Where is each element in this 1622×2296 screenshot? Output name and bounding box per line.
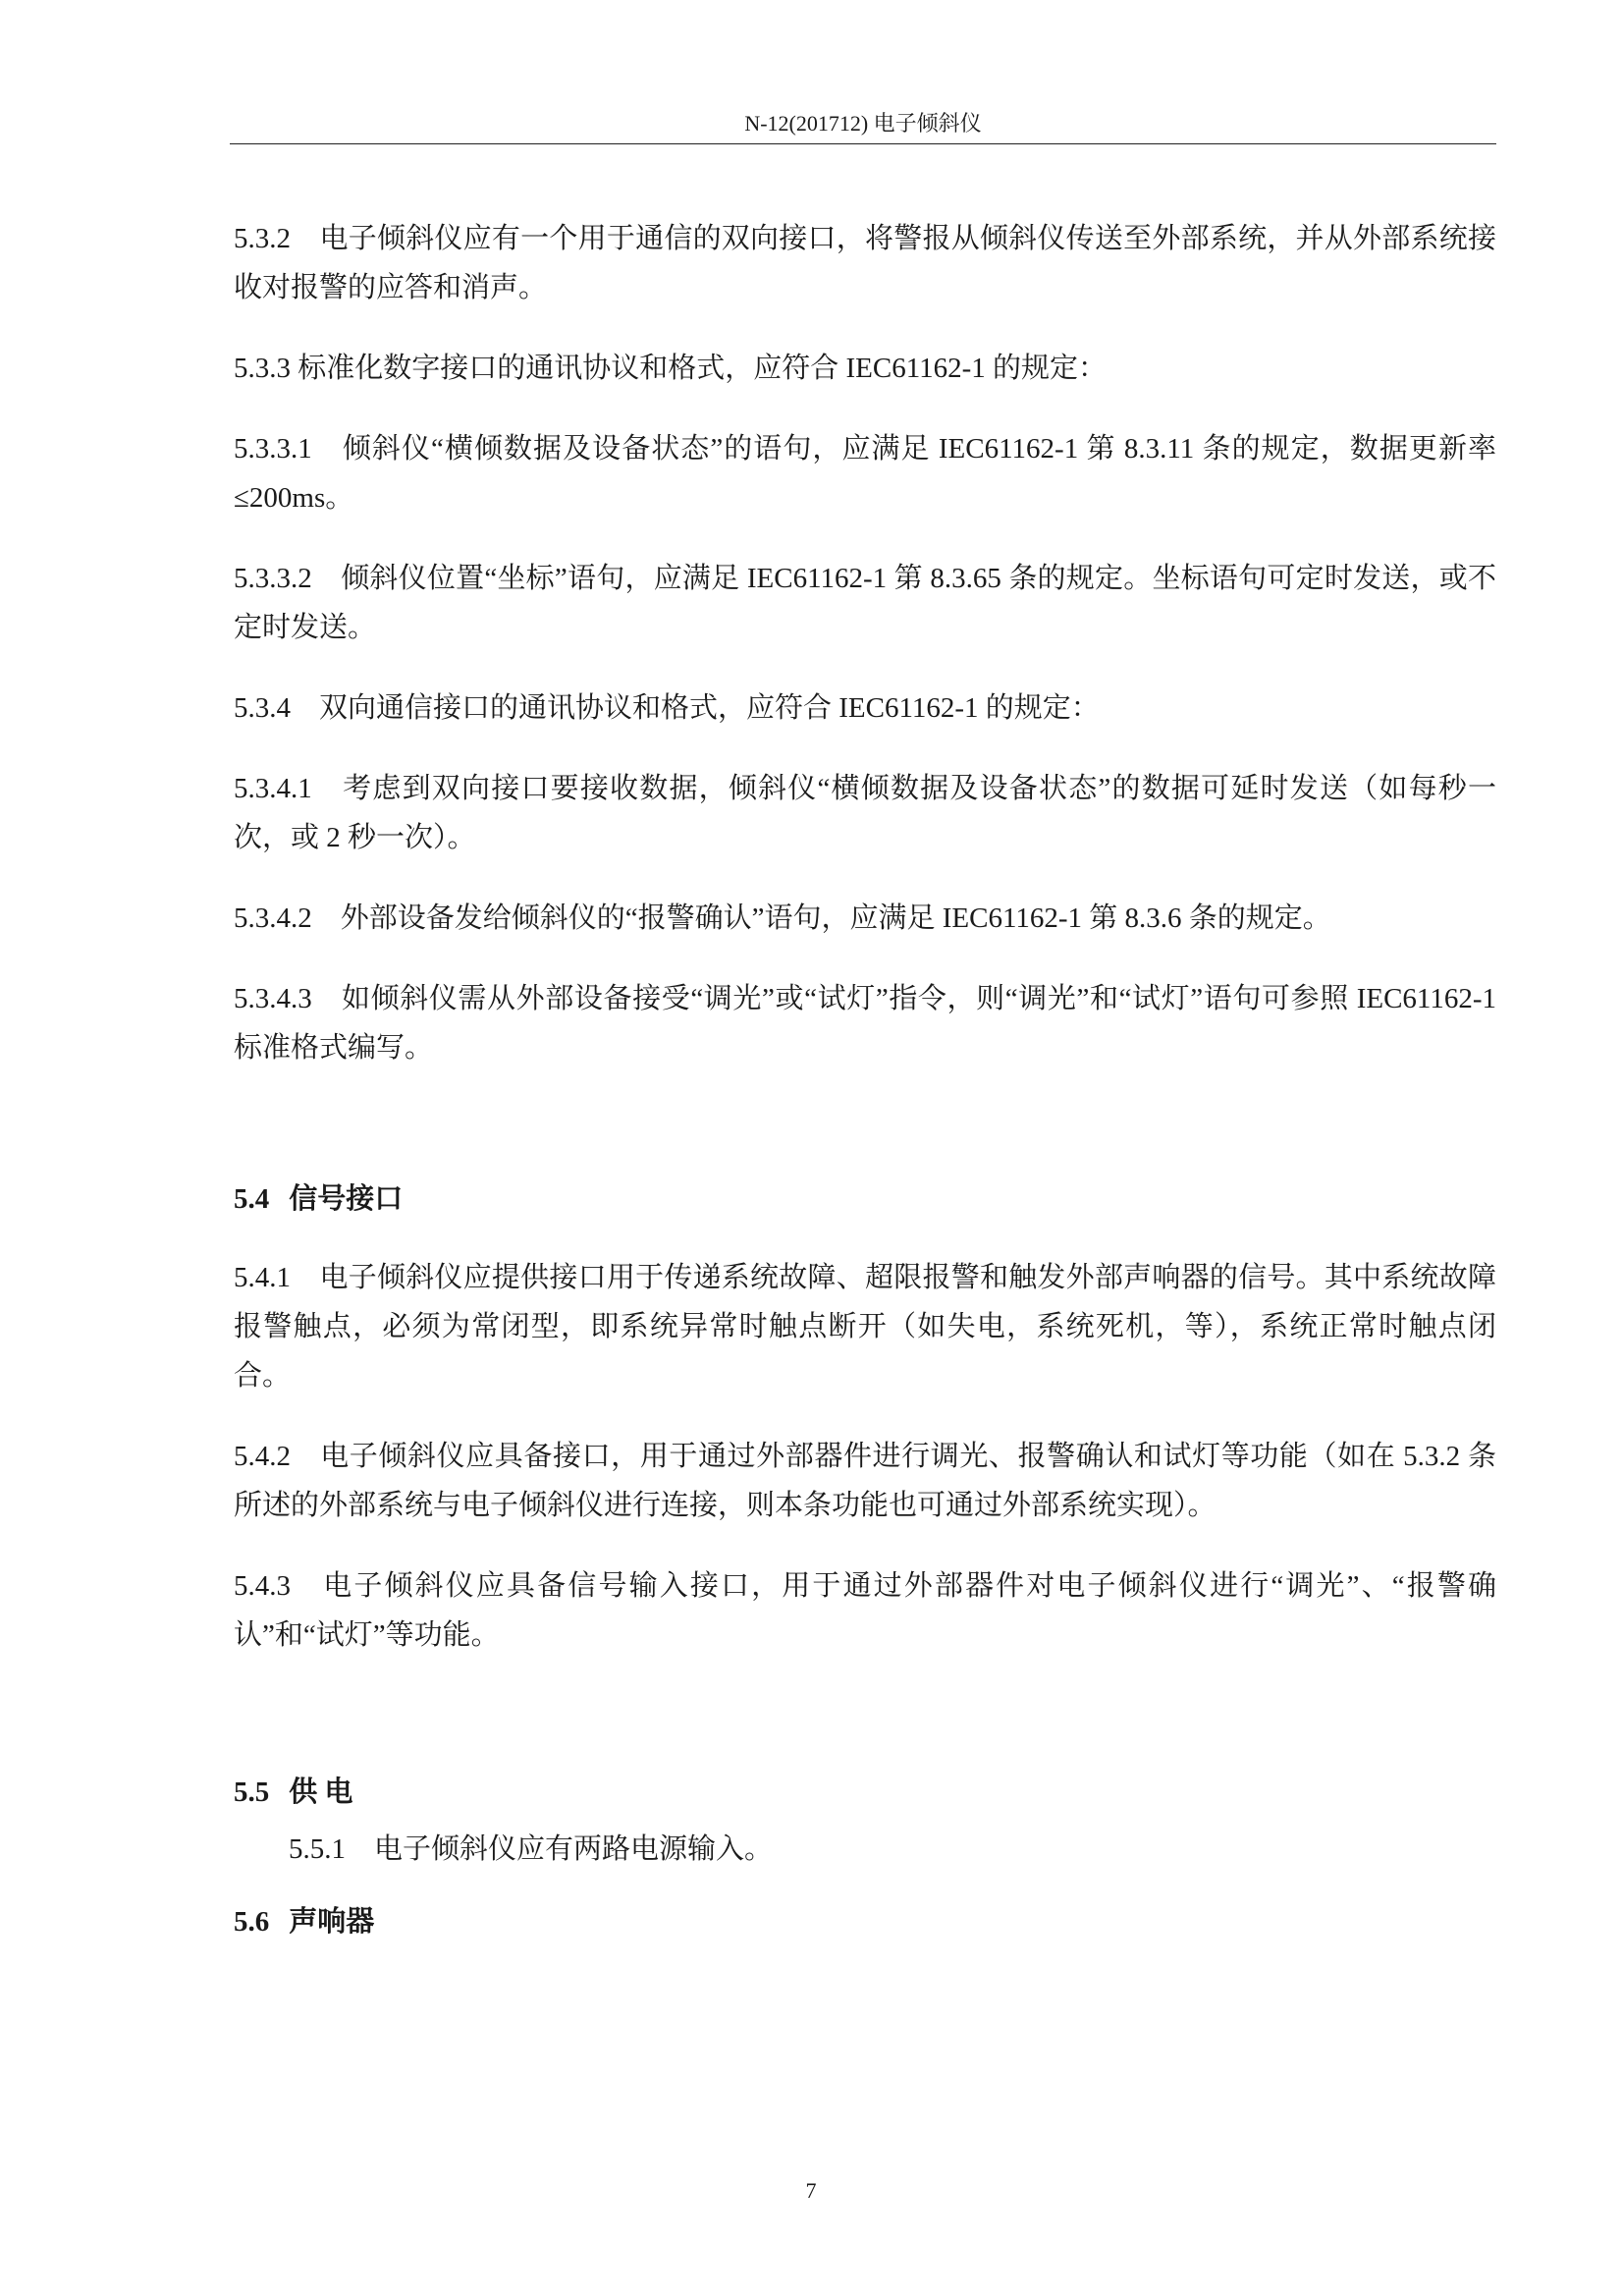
clause-5-3-4-3: 5.3.4.3 如倾斜仪需从外部设备接受“调光”或“试灯”指令，则“调光”和“试灯”语句可参照 IEC61162-1 标准格式编写。 xyxy=(234,983,1496,1064)
clause-5-4-3: 5.4.3 电子倾斜仪应具备信号输入接口，用于通过外部器件对电子倾斜仪进行“调光”、“报警确认”和“试灯”等功能。 xyxy=(234,1570,1496,1651)
section-heading-5-6 xyxy=(234,1897,1496,1946)
clause-5-3-3-2: 5.3.3.2 倾斜仪位置“坐标”语句，应满足 IEC61162-1 第 8.3.65 条的规定。坐标语句可定时发送，或不定时发送。 xyxy=(234,563,1496,643)
clause-5-4-2: 5.4.2 电子倾斜仪应具备接口，用于通过外部器件进行调光、报警确认和试灯等功能（如在 5.3.2 条所述的外部系统与电子倾斜仪进行连接，则本条功能也可通过外部系统实现）。 xyxy=(234,1441,1496,1521)
page-header: N-12(201712) 电子倾斜仪 xyxy=(744,111,982,136)
clause-5-4-1: 5.4.1 电子倾斜仪应提供接口用于传递系统故障、超限报警和触发外部声响器的信号。其中系统故障报警触点，必须为常闭型，即系统异常时触点断开（如失电，系统死机，等），系统正常时触点闭合。 xyxy=(234,1262,1496,1392)
section-number: 5.5 xyxy=(234,1777,270,1808)
page-number: 7 xyxy=(805,2178,817,2203)
section-title: 声响器 xyxy=(289,1906,375,1938)
clause-5-3-3-1: 5.3.3.1 倾斜仪“横倾数据及设备状态”的语句，应满足 IEC61162-1 第 8.3.11 条的规定，数据更新率≤200ms。 xyxy=(234,433,1496,514)
clause-5-3-4-1: 5.3.4.1 考虑到双向接口要接收数据，倾斜仪“横倾数据及设备状态”的数据可延时发送（如每秒一次，或 2 秒一次）。 xyxy=(234,773,1496,853)
clause-5-3-4: 5.3.4 双向通信接口的通讯协议和格式，应符合 IEC61162-1 的规定： xyxy=(234,692,1100,724)
section-heading-5-5 xyxy=(234,1768,1496,1817)
page-content xyxy=(234,214,1496,1946)
clause-5-3-3: 5.3.3 标准化数字接口的通讯协议和格式，应符合 IEC61162-1 的规定： xyxy=(234,353,1108,384)
clause-5-3-2: 5.3.2 电子倾斜仪应有一个用于通信的双向接口，将警报从倾斜仪传送至外部系统，并从外部系统接收对报警的应答和消声。 xyxy=(234,223,1496,303)
clause-5-5-1: 5.5.1 电子倾斜仪应有两路电源输入。 xyxy=(289,1833,774,1865)
clause-5-3-4-2: 5.3.4.2 外部设备发给倾斜仪的“报警确认”语句，应满足 IEC61162-1 第 8.3.6 条的规定。 xyxy=(234,902,1331,934)
header-divider xyxy=(230,143,1496,144)
section-number: 5.6 xyxy=(234,1906,270,1938)
section-heading-5-4 xyxy=(234,1175,1496,1224)
section-number: 5.4 xyxy=(234,1183,270,1215)
section-title: 信号接口 xyxy=(289,1183,404,1215)
section-title: 供 电 xyxy=(289,1777,353,1808)
